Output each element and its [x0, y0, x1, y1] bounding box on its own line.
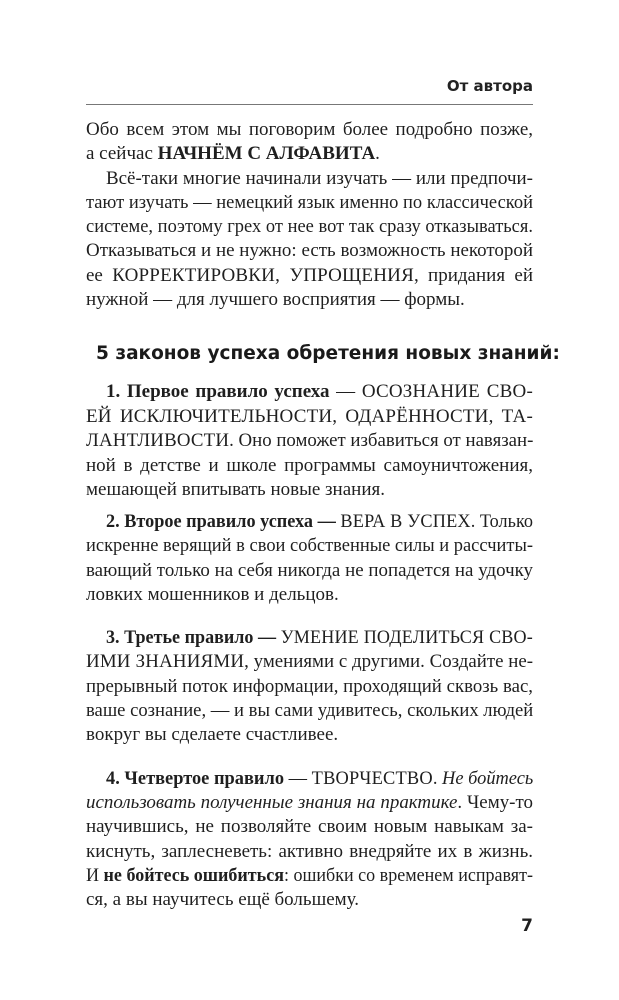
text-line	[86, 479, 533, 503]
text-line	[106, 168, 533, 192]
bold-text: 3. Третье правило —	[106, 627, 277, 648]
text-line	[86, 430, 533, 454]
text-segment: . Чему-то	[457, 792, 533, 813]
text-segment: а сейчас	[86, 143, 158, 164]
text-segment: Обо всем этом мы поговорим более подробно позже,	[86, 119, 533, 140]
caps-text: ОСОЗНАНИЕ СВО-	[361, 381, 534, 402]
italic-text: использовать полученные знания на практике	[86, 792, 458, 813]
text-segment: .	[432, 768, 443, 789]
italic-text: Не бойтесь	[442, 768, 534, 789]
text-line	[86, 816, 533, 840]
text-segment: . Только	[470, 511, 533, 532]
text-line	[106, 381, 533, 405]
caps-text: КОРРЕКТИРОВКИ, УПРОЩЕНИЯ	[112, 265, 414, 286]
section-heading: 5 законов успеха обретения новых знаний:	[96, 343, 560, 364]
text-line	[86, 216, 533, 240]
caps-text: ИМИ ЗНАНИЯМИ	[86, 651, 245, 672]
text-line	[86, 265, 533, 289]
text-line	[86, 700, 533, 724]
caps-text: ТВОРЧЕСТВО	[311, 768, 433, 789]
text-segment: —	[329, 381, 362, 402]
text-segment: ся, а вы научитесь ещё большему.	[86, 889, 360, 910]
text-segment: вокруг вы сделаете счастливее.	[86, 724, 339, 745]
text-segment: киснуть, заплесневеть: активно внедряйте их в жизнь.	[86, 841, 533, 862]
text-line	[86, 841, 533, 865]
text-segment: ной в детстве и школе программы самоуничтожения,	[86, 455, 533, 476]
text-line	[86, 865, 533, 889]
text-segment: искренне верящий в свои собственные силы и рассчиты-	[86, 535, 533, 556]
caps-text: ЛАНТЛИВОСТИ	[86, 430, 230, 451]
text-segment: ловких мошенников и дельцов.	[86, 584, 339, 605]
running-header: От автора	[446, 77, 533, 95]
text-segment: системе, поэтому грех от нее вот так сразу отказываться.	[86, 216, 533, 237]
text-segment: Отказываться и не нужно: есть возможность некоторой	[86, 240, 533, 261]
text-segment: тают изучать — немецкий язык именно по классической	[86, 192, 533, 213]
text-segment: . Оно поможет избавиться от навязан-	[229, 430, 534, 451]
text-line	[86, 289, 533, 313]
text-segment: ваше сознание, — и вы сами удивитесь, скольких людей	[86, 700, 534, 721]
text-line	[86, 119, 533, 143]
text-line	[86, 724, 533, 748]
text-line	[106, 511, 533, 535]
caps-text: УМЕНИЕ ПОДЕЛИТЬСЯ СВО-	[280, 627, 533, 648]
bold-text: 1. Первое правило успеха	[106, 381, 330, 402]
header-divider	[86, 104, 533, 105]
bold-text: НАЧНЁМ С АЛФАВИТА	[157, 143, 376, 164]
text-line	[86, 792, 533, 816]
text-segment: , умениями с другими. Создайте не-	[244, 651, 533, 672]
text-segment: прерывный поток информации, проходящий сквозь вас,	[86, 676, 533, 697]
text-line	[86, 455, 533, 479]
text-segment: И	[86, 865, 104, 886]
text-segment: научившись, не позволяйте своим новым навыкам за-	[86, 816, 533, 837]
caps-text: ВЕРА В УСПЕХ	[340, 511, 471, 532]
text-line	[86, 535, 533, 559]
text-segment: —	[284, 768, 312, 789]
bold-text: не бойтесь ошибиться	[103, 865, 284, 886]
text-segment: Всё-таки многие начинали изучать — или предпочи-	[106, 168, 533, 189]
text-line	[86, 560, 533, 584]
bold-text: 2. Второе правило успеха —	[106, 511, 336, 532]
text-segment: : ошибки со временем исправят-	[283, 865, 533, 886]
text-line	[86, 192, 533, 216]
text-line	[86, 889, 533, 913]
text-line	[86, 143, 533, 167]
text-segment: .	[375, 143, 380, 164]
text-segment: , придания ей	[413, 265, 533, 286]
text-segment: мешающей впитывать новые знания.	[86, 479, 385, 500]
text-line	[106, 627, 533, 651]
text-line	[86, 676, 533, 700]
text-line	[106, 768, 533, 792]
text-line	[86, 406, 533, 430]
text-line	[86, 651, 533, 675]
page-number: 7	[521, 916, 533, 936]
text-line	[86, 240, 533, 264]
text-line	[86, 584, 533, 608]
text-segment: ее	[86, 265, 113, 286]
text-segment: нужной — для лучшего восприятия — формы.	[86, 289, 465, 310]
text-segment: вающий только на себя никогда не попадется на удочку	[86, 560, 533, 581]
caps-text: ЕЙ ИСКЛЮЧИТЕЛЬНОСТИ, ОДАРЁННОСТИ, ТА-	[86, 406, 533, 427]
bold-text: 4. Четвертое правило	[106, 768, 285, 789]
